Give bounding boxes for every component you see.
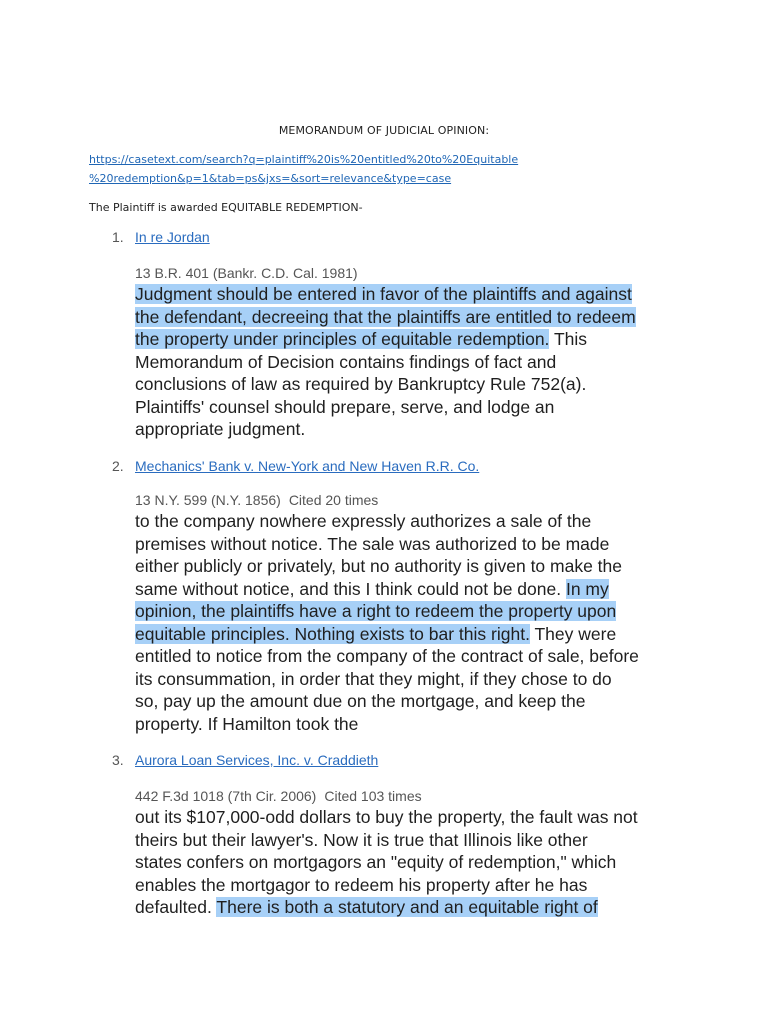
excerpt-line [135,600,695,623]
excerpt-line [135,396,695,419]
highlighted-text: opinion, the plaintiffs have a right to redeem the property upon [135,601,617,621]
excerpt-line [135,829,695,852]
excerpt-text: property. If Hamilton took the [135,713,359,734]
excerpt-text: to the company nowhere expressly authorizes a sale of the [135,511,592,531]
cited-count: Cited 103 times [324,788,422,804]
case-number: 2. [112,458,124,474]
case-number: 3. [112,752,124,768]
excerpt-line [135,851,695,874]
case-excerpt [135,510,695,735]
excerpt-text: appropriate judgment. [135,419,306,439]
excerpt-line [135,896,695,919]
excerpt-line [135,418,695,441]
excerpt-line [135,645,695,668]
excerpt-text: enables the mortgagor to redeem his property after he has [135,874,588,895]
memo-summary: The Plaintiff is awarded EQUITABLE REDEMPTION- [89,201,363,214]
excerpt-line [135,328,695,351]
citation-text: 442 F.3d 1018 (7th Cir. 2006) [135,788,317,804]
case-citation [135,788,422,804]
case-number: 1. [112,229,124,245]
excerpt-text: conclusions of law as required by Bankruptcy Rule 752(a). [135,374,587,394]
excerpt-line [135,373,695,396]
excerpt-line [135,690,695,713]
excerpt-text: so, pay up the amount due on the mortgage, and keep the [135,691,586,711]
excerpt-text: Plaintiffs' counsel should prepare, serve, and lodge an [135,396,555,417]
search-url-link-continued[interactable]: %20redemption&p=1&tab=ps&jxs=&sort=relevance&type=case [89,172,452,185]
citation-text: 13 N.Y. 599 (N.Y. 1856) [135,492,281,508]
case-link-mechanics-bank[interactable]: Mechanics' Bank v. New-York and New Haven R.R. Co. [135,458,480,474]
excerpt-text: theirs but their lawyer's. Now it is true that Illinois like other [135,829,588,850]
highlighted-text: There is both a statutory and an equitable right of [216,897,598,917]
highlighted-text: Judgment should be entered in favor of the plaintiffs and against [135,284,632,304]
excerpt-text: This [549,329,588,349]
highlighted-text: the property under principles of equitable redemption. [135,329,550,349]
case-citation [135,492,378,508]
case-citation [135,265,358,281]
excerpt-text: states confers on mortgagors an "equity of redemption," which [135,852,617,872]
excerpt-text: either publicly or privately, but no authority is given to make the [135,556,623,576]
excerpt-line [135,874,695,897]
memo-title: MEMORANDUM OF JUDICIAL OPINION: [278,124,490,137]
citation-text: 13 B.R. 401 (Bankr. C.D. Cal. 1981) [135,265,358,281]
highlighted-text: the defendant, decreeing that the plaintiffs are entitled to redeem [135,306,636,327]
search-url-link[interactable]: https://casetext.com/search?q=plaintiff%20is%20entitled%20to%20Equitable [89,153,519,166]
excerpt-text: premises without notice. The sale was authorized to be made [135,533,610,554]
excerpt-line [135,668,695,691]
excerpt-line [135,578,695,601]
case-link-aurora-loan[interactable]: Aurora Loan Services, Inc. v. Craddieth [135,752,379,768]
excerpt-text: They were [529,623,617,644]
excerpt-line [135,623,695,646]
excerpt-line [135,283,695,306]
excerpt-text: defaulted. [135,897,217,917]
highlighted-text: In my [565,578,609,599]
highlighted-text: equitable principles. Nothing exists to bar this right. [135,623,530,644]
excerpt-line [135,533,695,556]
excerpt-text: out its $107,000-odd dollars to buy the property, the fault was not [135,807,638,827]
case-link-in-re-jordan[interactable]: In re Jordan [135,229,210,245]
excerpt-text: entitled to notice from the company of the contract of sale, before [135,646,639,666]
excerpt-line [135,806,695,829]
excerpt-text: same without notice, and this I think could not be done. [135,578,566,599]
case-excerpt [135,806,695,919]
excerpt-line [135,306,695,329]
excerpt-line [135,713,695,736]
excerpt-text: its consummation, in order that they might, if they chose to do [135,668,612,689]
cited-count: Cited 20 times [288,492,379,508]
excerpt-line [135,351,695,374]
case-excerpt [135,283,695,441]
excerpt-line [135,555,695,578]
excerpt-text: Memorandum of Decision contains findings of fact and [135,351,557,372]
excerpt-line [135,510,695,533]
